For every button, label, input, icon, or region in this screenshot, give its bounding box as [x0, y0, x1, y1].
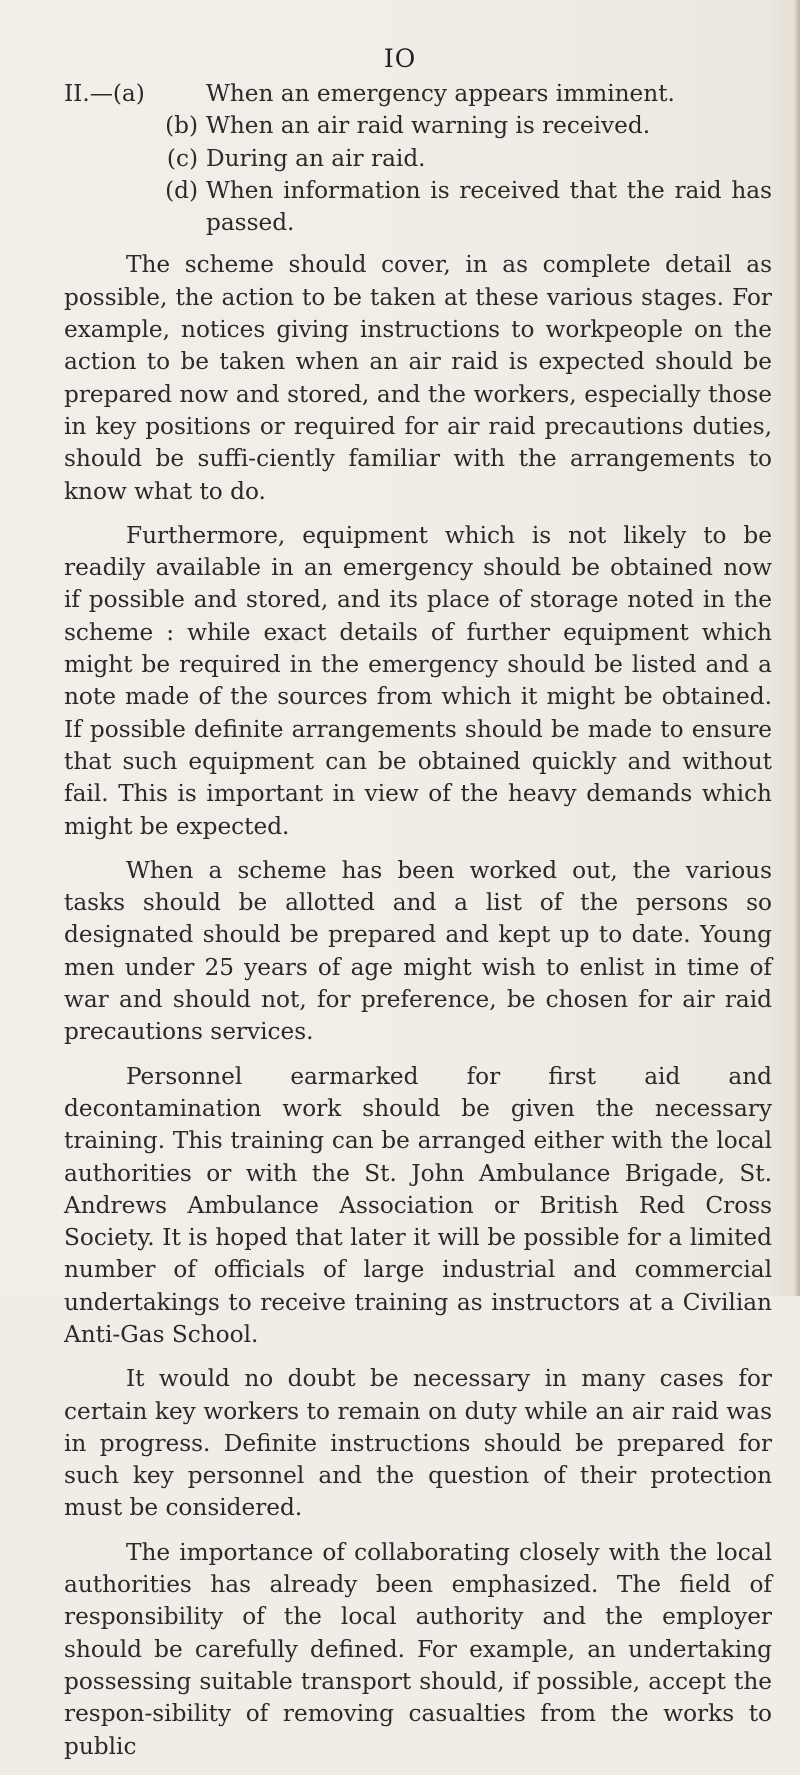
list-item	[64, 175, 772, 240]
page-edge-shadow	[794, 0, 800, 1296]
list-item-marker: (b)	[165, 112, 198, 140]
list-item	[64, 78, 772, 110]
list-item-text: When an air raid warning is received.	[206, 112, 651, 140]
document-body	[64, 78, 772, 1775]
list-item-text: When an emergency appears imminent.	[206, 80, 675, 107]
list-item-text: During an air raid.	[206, 144, 426, 172]
list-item	[64, 143, 772, 175]
list-item-marker: (c)	[166, 144, 198, 172]
list-prefix: II.—	[64, 80, 113, 107]
list-item	[64, 110, 772, 142]
list-item-marker: (a)	[112, 80, 145, 107]
page-number: IO	[383, 44, 417, 73]
paragraph: It would no doubt be necessary in many cases for certain key workers to remain on duty while an air raid was in progress. Definite instructions should be prepared for such key personnel and the question of their protection must be considered.	[64, 1365, 772, 1522]
list-item-text: When information is received that the raid has passed.	[206, 176, 772, 237]
paragraph: Personnel earmarked for first aid and decontamination work should be given the necessary training. This training can be arranged either with the local authorities or with the St. John Ambulance Brigade, St. Andrews Ambulance Association or British Red Cross Society. It is hoped that later it will be possible for a limited number of officials of large industrial and commercial undertakings to receive training as instructors at a Civilian Anti-Gas School.	[64, 1062, 772, 1348]
stage-list	[64, 78, 772, 239]
paragraph: Furthermore, equipment which is not likely to be readily available in an emergency should be obtained now if possible and stored, and its place of storage noted in the scheme : while exact details of further equipment which might be required in the emergency should be listed and a note made of the sources from which it might be obtained. If possible definite arrangements should be made to ensure that such equipment can be obtained quickly and without fail. This is important in view of the heavy demands which might be expected.	[64, 521, 772, 840]
paragraph: The scheme should cover, in as complete detail as possible, the action to be taken at these various stages. For example, notices giving instructions to workpeople on the action to be taken when an air raid is expected should be prepared now and stored, and the workers, especially those in key positions or required for air raid precautions duties, should be suffi-ciently familiar with the arrangements to know what to do.	[64, 251, 772, 505]
paragraph: The importance of collaborating closely with the local authorities has already been emphasized. The field of responsibility of the local authority and the employer should be carefully defined. For example, an undertaking possessing suitable transport should, if possible, accept the respon-sibility of removing casualties from the works to public	[64, 1538, 772, 1760]
list-item-marker: (d)	[165, 176, 198, 204]
list-marker	[64, 78, 198, 110]
paragraph: When a scheme has been worked out, the various tasks should be allotted and a list of the persons so designated should be prepared and kept up to date. Young men under 25 years of age might wish to enlist in time of war and should not, for preference, be chosen for air raid precautions services.	[64, 856, 772, 1046]
